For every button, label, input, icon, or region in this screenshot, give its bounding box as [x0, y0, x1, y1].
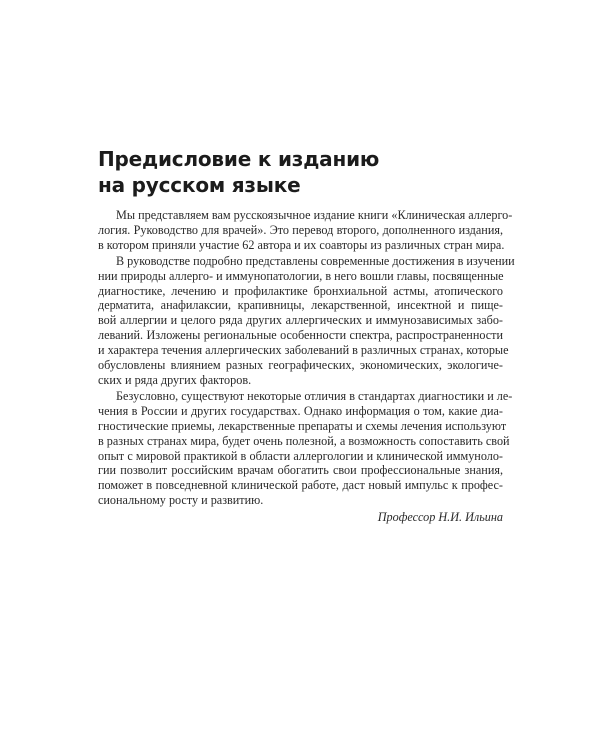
text-line: Мы представляем вам русскоязычное издание книги «Клиническая аллерго- — [116, 208, 513, 222]
title-line-1: Предисловие к изданию — [98, 147, 380, 171]
text-line: вой аллергии и целого ряда других аллергических и иммунозависимых забо- — [98, 313, 503, 328]
text-line: опыт с мировой практикой в области аллергологии и клинической иммуноло- — [98, 448, 503, 463]
text-line: в разных странах мира, будет очень полезной, а возможность сопоставить свой — [98, 433, 510, 448]
text-line: логия. Руководство для врачей». Это перевод второго, дополненного издания, — [98, 222, 503, 237]
paragraph-2 — [98, 253, 515, 388]
text-line: ских и ряда других факторов. — [98, 372, 252, 387]
preface-body — [98, 208, 515, 509]
paragraph-3 — [98, 388, 513, 508]
text-line: диагностике, лечению и профилактике бронхиальной астмы, атопического — [98, 283, 503, 298]
text-line: в котором приняли участие 62 автора и их соавторы из различных стран мира. — [98, 237, 505, 252]
signature: Профессор Н.И. Ильина — [377, 510, 503, 524]
text-line: и характера течения аллергических заболеваний в различных странах, которые — [98, 343, 509, 358]
text-line: леваний. Изложены региональные особенности спектра, распространенности — [98, 328, 503, 343]
text-line: поможет в повседневной клинической работе, даст новый импульс к профес- — [98, 478, 503, 493]
title-line-2: на русском языке — [98, 173, 301, 197]
text-line: обусловлены влиянием разных географических, экономических, экологиче- — [98, 358, 503, 373]
text-line: дерматита, анафилаксии, крапивницы, лекарственной, инсектной и пище- — [98, 298, 503, 313]
text-line: нии природы аллерго- и иммунопатологии, в него вошли главы, посвященные — [98, 268, 504, 283]
paragraph-1 — [98, 208, 513, 253]
text-line: В руководстве подробно представлены современные достижения в изучении — [116, 253, 515, 268]
text-line: чения в России и других государствах. Однако информация о том, какие диа- — [98, 403, 503, 418]
text-line: гии позволит российским врачам обогатить свои профессиональные знания, — [98, 463, 503, 478]
text-line: сиональному росту и развитию. — [98, 493, 264, 508]
text-line: Безусловно, существуют некоторые отличия в стандартах диагностики и ле- — [116, 388, 513, 403]
page-title — [98, 146, 379, 198]
text-line: гностические приемы, лекарственные препараты и схемы лечения используют — [98, 418, 507, 433]
